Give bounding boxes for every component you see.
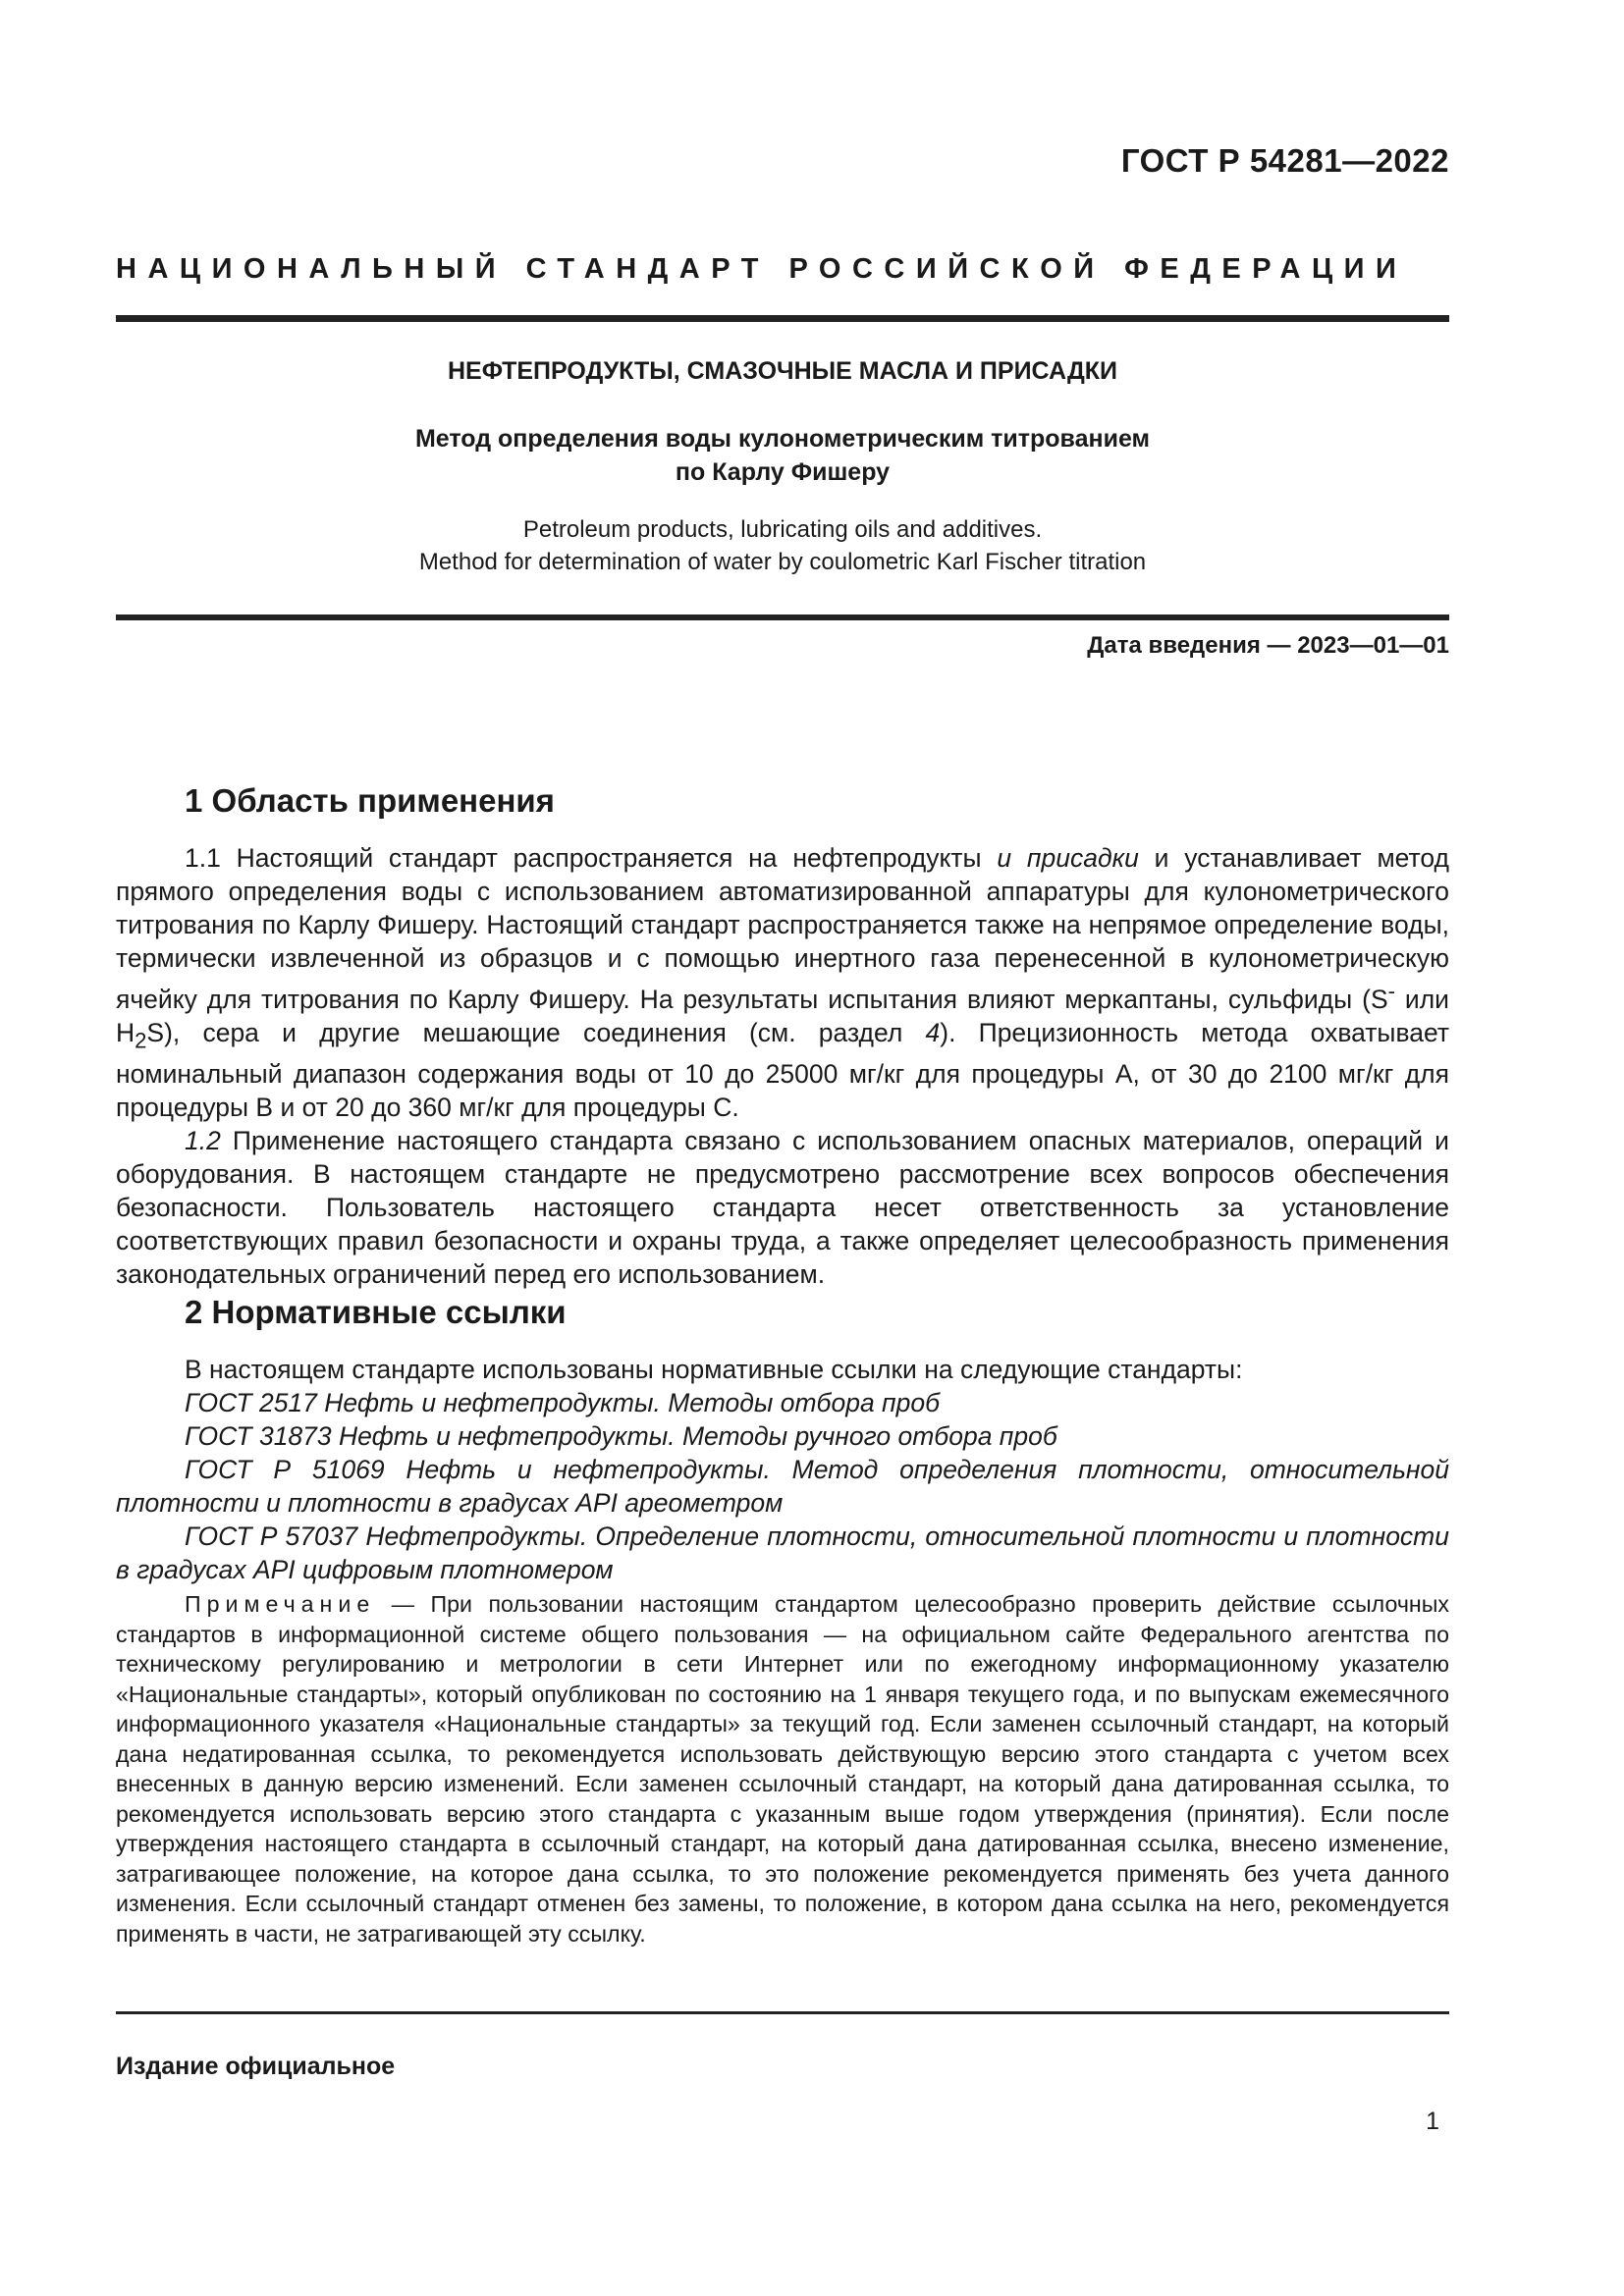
reference-item: ГОСТ Р 57037 Нефтепродукты. Определение плотности, относительной плотности и плотности в градусах API цифровым плотномером	[116, 1522, 1449, 1584]
section-2-heading: 2 Нормативные ссылки	[185, 1294, 567, 1330]
note-label: Примечание	[185, 1591, 376, 1617]
page-number: 1	[1426, 2108, 1439, 2135]
document-subtitle	[116, 422, 1449, 489]
clause-number: 1.1	[185, 843, 221, 873]
references-intro: В настоящем стандарте использованы нормативные ссылки на следующие стандарты:	[185, 1355, 1243, 1384]
clause-number: 1.2	[185, 1126, 221, 1156]
edition-label: Издание официальное	[116, 2053, 396, 2080]
note-body: — При пользовании настоящим стандартом целесообразно проверить действие ссылочных стандартов в информационной системе общего пользования — на официальном сайте Федерального агентства по техническому регулированию и метрологии в сети Интернет или по ежегодному информационному указателю «Национальные стандарты», который опубликован по состоянию на 1 января текущего года, и по выпускам ежемесячного информационного указателя «Национальные стандарты» за текущий год. Если заменен ссылочный стандарт, на который дана недатированная ссылка, то рекомендуется использовать действующую версию этого стандарта с учетом всех внесенных в данную версию изменений. Если заменен ссылочный стандарт, на который дана датированная ссылка, то рекомендуется использовать версию этого стандарта с указанным выше годом утверждения (принятия). Если после утверждения настоящего стандарта в ссылочный стандарт, на который дана датированная ссылка, внесено изменение, затрагивающее положение, на которое дана ссылка, то это положение рекомендуется применять без учета данного изменения. Если ссылочный стандарт отменен без замены, то положение, в котором дана ссылка на него, рекомендуется применять в части, не затрагивающей эту ссылку.	[116, 1591, 1449, 1947]
english-title-line-1: Petroleum products, lubricating oils and additives.	[522, 516, 1043, 543]
introduction-date: Дата введения — 2023—01—01	[1087, 632, 1449, 659]
section-1-body	[116, 841, 1449, 1291]
subtitle-line-1: Метод определения воды кулонометрическим титрованием	[414, 425, 1151, 453]
paragraph-1-1: 1.1 Настоящий стандарт распространяется на нефтепродукты и присадки и устанавливает метод прямого определения воды с использованием автоматизированной аппаратуры для кулонометрического титрования по Карлу Фишеру. Настоящий стандарт распространяется также на непрямое определение воды, термически извлеченной из образцов и с помощью инертного газа перенесенной в кулонометрическую ячейку для титрования по Карлу Фишеру. На результаты испытания влияют меркаптаны, сульфиды (S- или $H_2S$), сера и другие мешающие соединения (см. раздел 4). Прецизионность метода охватывает номинальный диапазон содержания воды от 10 до 25000 мг/кг для процедуры А, от 30 до 2100 мг/кг для процедуры В и от 20 до 360 мг/кг для процедуры С.	[116, 843, 1449, 1123]
top-divider	[116, 315, 1449, 322]
paragraph-1-2: 1.2 Применение настоящего стандарта связано с использованием опасных материалов, операций и оборудования. В настоящем стандарте не предусмотрено рассмотрение всех вопросов обеспечения безопасности. Пользователь настоящего стандарта несет ответственность за установление соответствующих правил безопасности и охраны труда, а также определяет целесообразность применения законодательных ограничений перед его использованием.	[116, 1126, 1449, 1290]
national-standard-banner: НАЦИОНАЛЬНЫЙ СТАНДАРТ РОССИЙСКОЙ ФЕДЕРАЦИИ	[116, 253, 1408, 285]
document-title: НЕФТЕПРОДУКТЫ, СМАЗОЧНЫЕ МАСЛА И ПРИСАДКИ	[448, 357, 1117, 385]
section-1-heading: 1 Область применения	[185, 782, 555, 819]
note-block	[116, 1589, 1449, 1949]
subtitle-line-2: по Карлу Фишеру	[675, 458, 891, 486]
english-title	[116, 513, 1449, 578]
footer-divider	[116, 2011, 1449, 2014]
reference-item: ГОСТ 2517 Нефть и нефтепродукты. Методы отбора проб	[185, 1388, 941, 1417]
reference-item: ГОСТ Р 51069 Нефть и нефтепродукты. Метод определения плотности, относительной плотности и плотности в градусах API ареометром	[116, 1455, 1449, 1518]
english-title-line-2: Method for determination of water by coulometric Karl Fischer titration	[418, 549, 1147, 575]
title-divider	[116, 614, 1449, 620]
document-code: ГОСТ Р 54281—2022	[1120, 142, 1449, 179]
section-2-body	[116, 1353, 1449, 1586]
reference-item: ГОСТ 31873 Нефть и нефтепродукты. Методы ручного отбора проб	[185, 1421, 1057, 1451]
